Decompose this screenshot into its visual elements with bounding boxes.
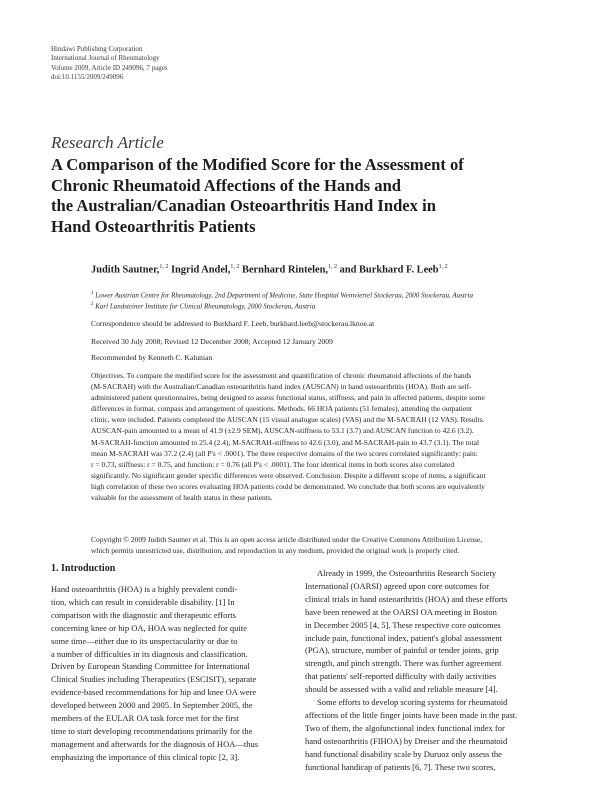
correspondence-line[interactable]: Correspondence should be addressed to Burkhard F. Leeb, burkhard.leeb@stockerau.lknoe.at — [91, 319, 375, 328]
body-line: concerning knee or hip OA, HOA was neglected for quite — [51, 622, 247, 633]
author-name: Ingrid Andel, — [168, 264, 231, 276]
right-column — [305, 567, 550, 774]
abstract-line: valuable for the assessment of health status in these patients. — [91, 493, 273, 503]
abstract-line: clinic, were included. Patients completed the AUSCAN (15 visual analogue scales) (VAS) and the M-SACRAH (12 VAS). Results. — [91, 415, 485, 425]
affiliation-marker: 1 — [91, 291, 94, 296]
affiliation-line — [91, 289, 473, 300]
body-line: strength, and pinch strength. There was further agreement — [305, 658, 502, 669]
body-line: Already in 1999, the Osteoarthritis Research Society — [317, 568, 497, 578]
title-line: A Comparison of the Modified Score for the Assessment of — [51, 155, 464, 174]
body-line: Hand osteoarthritis (HOA) is a highly prevalent condi- — [51, 584, 238, 594]
body-line: that patients' self-reported difficulty with daily activities — [305, 671, 497, 682]
body-line: tion, which can result in considerable disability. [1] In — [51, 596, 235, 607]
body-line: functional handicap of patients [6, 7]. These two scores, — [305, 761, 496, 772]
author-affil-marker: 1, 2 — [438, 264, 448, 270]
body-line: management and afterwards for the diagnosis of HOA—thus — [51, 738, 259, 749]
abstract-line: mean M-SACRAH was 37.2 (2.4) (all P's < .0001). The three respective domains of the two scores correlated significantly: pain: — [91, 448, 478, 458]
article-title — [51, 155, 551, 237]
body-line: International (OARSI) agreed upon core outcomes for — [305, 580, 490, 591]
author-affil-marker: 1, 2 — [328, 264, 338, 270]
section-heading: 1. Introduction — [51, 563, 116, 574]
copyright-notice — [91, 534, 550, 556]
body-line: evidence-based recommendations for hip and knee OA were — [51, 687, 257, 698]
body-line: Two of them, the algofunctional index functional index for — [305, 722, 505, 733]
article-type: Research Article — [51, 133, 164, 152]
body-line: emphasizing the importance of this clinical topic [2, 3]. — [51, 751, 240, 762]
abstract-line: AUSCAN-pain amounted to a mean of 41.9 (±2.9 SEM), AUSCAN-stiffness to 53.1 (3.7) and AUSCAN function to 42.6 (3.2). — [91, 426, 474, 436]
abstract — [91, 370, 550, 503]
body-line: a number of difficulties in its diagnosis and classification. — [51, 648, 248, 659]
body-line: some time—either due to its unspectacularity or due to — [51, 635, 238, 646]
abstract-line: differences in format, compass and arrangement of questions. Methods. 66 HOA patients (51 females), attending the outpatient — [91, 404, 473, 414]
affiliation-marker: 2 — [91, 302, 94, 308]
body-line: members of the EULAR OA task force met for the first — [51, 713, 239, 724]
volume-line: Volume 2009, Article ID 249096, 7 pages — [51, 63, 168, 72]
title-line: Hand Osteoarthritis Patients — [51, 216, 256, 236]
left-column — [51, 583, 296, 764]
author-affil-marker: 1, 2 — [230, 264, 240, 270]
affiliation-text: Karl Landsteiner Institute for Clinical Rheumatology, 2000 Stockerau, Austria — [93, 302, 316, 311]
abstract-line: M-SACRAH-function amounted to 25.4 (2.4), M-SACRAH-stiffness to 42.6 (3.0), and M-SACRAH-pain to 43.7 (3.1). The total — [91, 437, 480, 447]
journal-line: International Journal of Rheumatology — [51, 54, 160, 63]
body-line: Some efforts to develop scoring systems for rheumatoid — [317, 697, 508, 708]
abstract-line: administered patient questionnaires, being designed to assess functional status, stiffness, and pain in affected patients, despite some — [91, 393, 485, 403]
author-name: Judith Sautner, — [91, 264, 160, 276]
abstract-line: Objectives. To compare the modified score for the assessment and quantification of chronic rheumatoid affections of the hands — [91, 371, 472, 380]
body-line: affections of the little finger joints have been made in the past. — [305, 709, 518, 720]
body-line: hand functional disability scale by Duruoz only assess the — [305, 748, 502, 759]
body-line: clinical trials in hand osteoarthritis (HOA) and these efforts — [305, 593, 508, 604]
affiliations — [91, 289, 473, 312]
copyright-line: Copyright © 2009 Judith Sautner et al. This is an open access article distributed under the Creative Commons Attribution License, — [91, 535, 483, 544]
body-line: Clinical Studies including Therapeutics (ESCISIT), separate — [51, 674, 257, 685]
affiliation-line — [91, 300, 473, 311]
body-line: time to start developing recommendations primarily for the — [51, 725, 253, 736]
body-line: include pain, functional index, patient's global assessment — [305, 632, 502, 643]
recommended-line: Recommended by Kenneth C. Kalunian — [91, 353, 213, 362]
abstract-line: (M-SACRAH) with the Australian/Canadian osteoarthritis hand index (AUSCAN) in hand osteoarthritis (HOA). Both are self- — [91, 382, 472, 392]
publisher-line: Hindawi Publishing Corporation — [51, 45, 143, 53]
body-line: developed between 2000 and 2005. In September 2005, the — [51, 700, 253, 711]
body-line: in December 2005 [4, 5]. These respective core outcomes — [305, 619, 501, 630]
journal-masthead — [51, 45, 168, 83]
doi-line[interactable]: doi:10.1155/2009/249096 — [51, 73, 124, 82]
body-line: (PGA), structure, number of painful or tender joints, grip — [305, 645, 499, 656]
abstract-line: high correlation of these two scores evaluating HOA patients could be demonstrated. We conclude that both scores are equivalently — [91, 481, 485, 491]
abstract-line: significantly. No significant gender specific differences were observed. Conclusion. Despite a different scope of items, a significant — [91, 470, 486, 480]
title-line: Chronic Rheumatoid Affections of the Hands and — [51, 175, 402, 195]
body-line: have been renewed at the OARSI OA meeting in Boston — [305, 606, 497, 617]
body-line: should be assessed with a valid and reliable measure [4]. — [305, 684, 498, 695]
copyright-line: which permits unrestricted use, distribution, and reproduction in any medium, provided the original work is properly cited. — [91, 546, 460, 556]
body-line: comparison with the diagnostic and therapeutic efforts — [51, 609, 236, 620]
author-name: and Burkhard F. Leeb — [337, 264, 439, 276]
author-affil-marker: 1, 2 — [159, 264, 169, 270]
title-line: the Australian/Canadian Osteoarthritis Hand Index in — [51, 196, 436, 215]
body-line: hand osteoarthritis (FIHOA) by Dreiser and the rheumatoid — [305, 735, 508, 746]
affiliation-text: Lower Austrian Centre for Rheumatology, 2nd Department of Medicine, State Hospital Weinviertel Stockerau, 2000 Stockerau, Austria — [93, 291, 474, 300]
dates-line: Received 30 July 2008; Revised 12 December 2008; Accepted 12 January 2009 — [91, 337, 333, 346]
author-name: Bernhard Rintelen, — [239, 264, 329, 276]
body-line: Driven by European Standing Committee for International — [51, 661, 250, 672]
abstract-line: r = 0.73, stiffness: r = 0.75, and function: r = 0.76 (all P's < .0001). The four identical items in both scores also correlated — [91, 459, 455, 469]
author-list — [91, 264, 448, 275]
